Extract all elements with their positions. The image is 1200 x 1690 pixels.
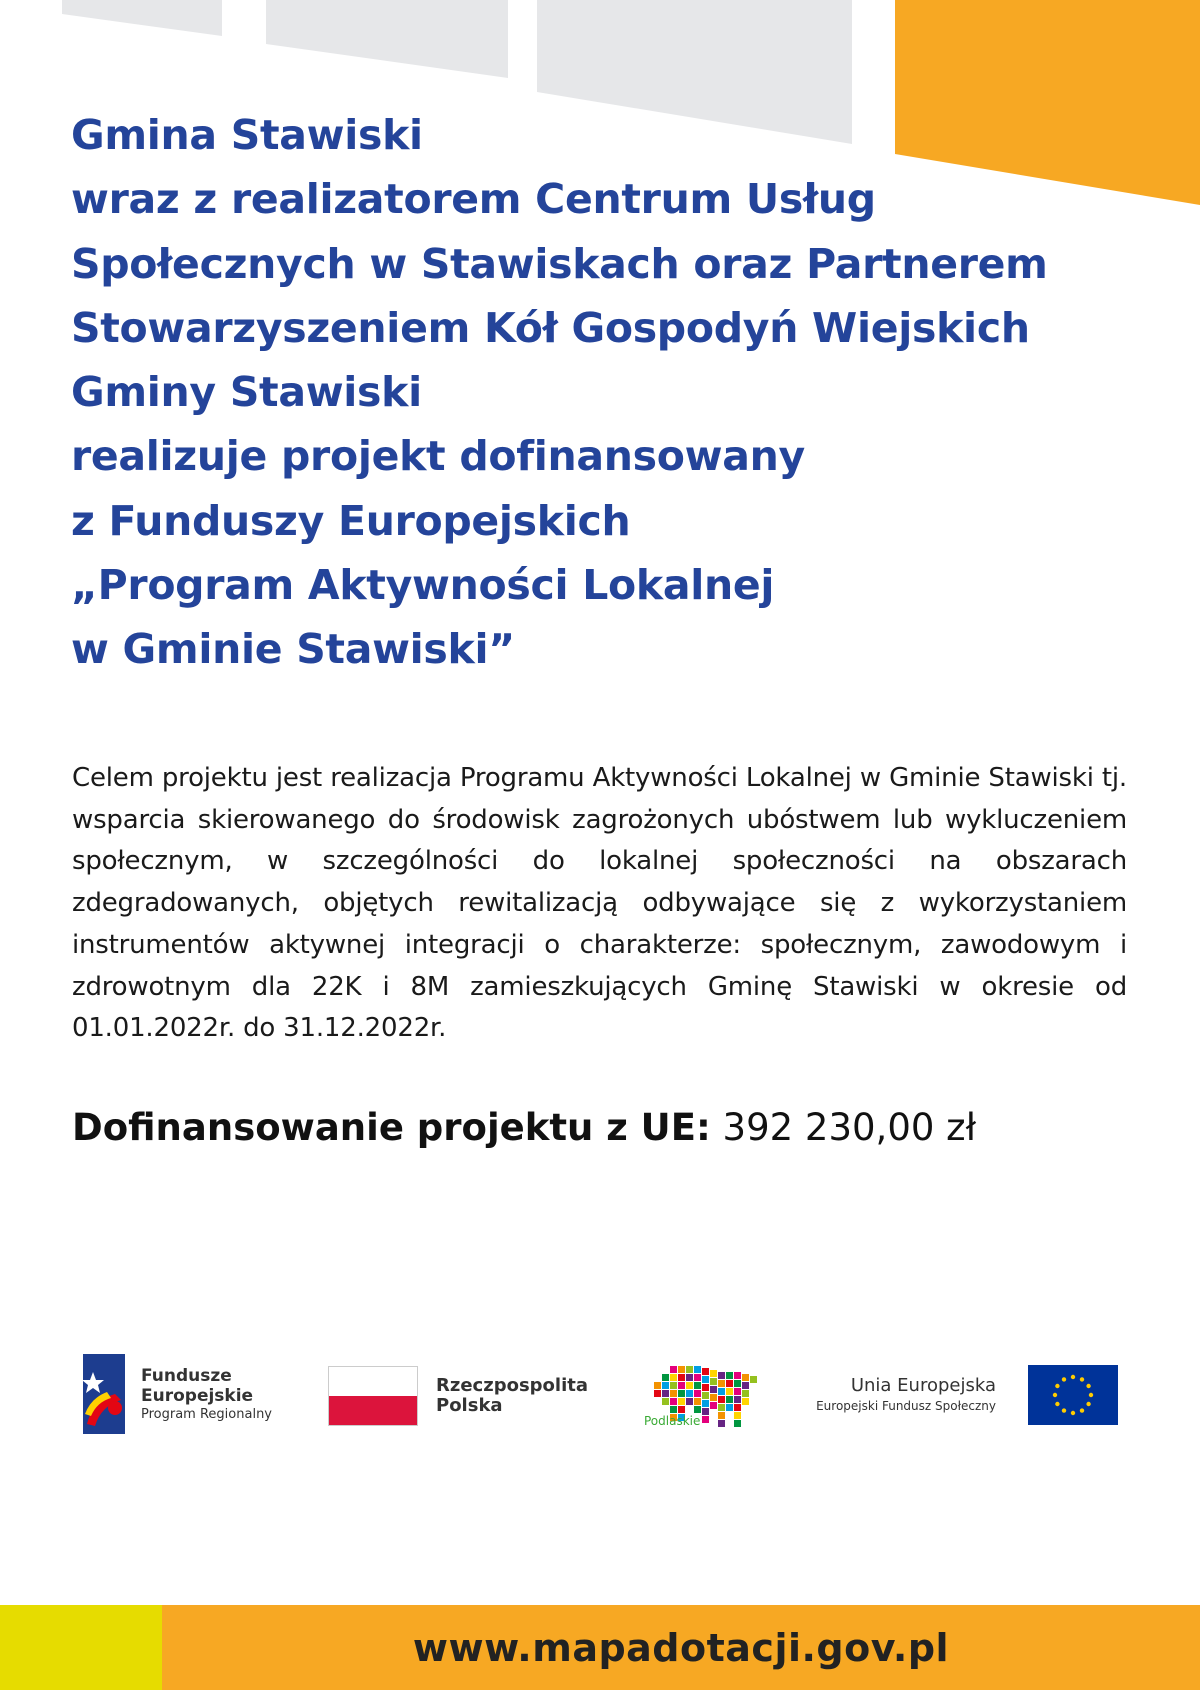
footer-yellow-band xyxy=(0,1605,162,1690)
title-line: wraz z realizatorem Centrum Usług xyxy=(71,175,876,224)
gray-shape-2 xyxy=(266,0,508,78)
poland-flag-icon xyxy=(328,1366,418,1426)
podlaskie-logo xyxy=(644,1360,764,1434)
title-line: „Program Aktywności Lokalnej xyxy=(71,561,775,610)
funding-label: Dofinansowanie projektu z UE: xyxy=(72,1106,711,1149)
rp-line1: Rzeczpospolita xyxy=(436,1375,588,1396)
eu-flag-icon xyxy=(1028,1365,1118,1425)
funding-amount: 392 230,00 zł xyxy=(722,1106,977,1149)
fe-line1: Fundusze xyxy=(141,1366,232,1386)
title-line: Społecznych w Stawiskach oraz Partnerem xyxy=(71,239,1048,288)
page-title xyxy=(71,103,1131,682)
title-line: z Funduszy Europejskich xyxy=(71,496,631,545)
fe-flag-icon xyxy=(83,1354,125,1434)
gray-shape-1 xyxy=(62,0,222,36)
footer-url-link[interactable]: www.mapadotacji.gov.pl xyxy=(412,1625,950,1670)
ue-line2: Europejski Fundusz Społeczny xyxy=(816,1399,996,1413)
title-line: Stowarzyszeniem Kół Gospodyń Wiejskich xyxy=(71,303,1030,352)
title-line: Gmina Stawiski xyxy=(71,111,423,159)
fe-line2: Europejskie xyxy=(141,1386,254,1406)
podlaskie-label: Podlaskie xyxy=(644,1414,701,1428)
fundusze-europejskie-logo xyxy=(83,1354,283,1436)
title-line: Gminy Stawiski xyxy=(71,368,422,417)
title-line: realizuje projekt dofinansowany xyxy=(71,432,805,481)
ue-line1: Unia Europejska xyxy=(850,1375,996,1396)
unia-europejska-logo xyxy=(818,1365,1118,1427)
funding-line xyxy=(72,1106,976,1149)
project-description: Celem projektu jest realizacja Programu Aktywności Lokalnej w Gminie Stawiski tj. wsparcia skierowanego do środowisk zagrożonych ubóstwem lub wykluczeniem społecznym, w szczególności do lokalnej społeczności na obszarach zdegradowanych, objętych rewitalizacją odbywające się z wykorzystaniem instrumentów aktywnej integracji o charakterze: społecznym, zawodowym i zdrowotnym dla 22K i 8M zamieszkujących Gminę Stawiski w okresie od 01.01.2022r. do 31.12.2022r. xyxy=(72,763,1127,1044)
rzeczpospolita-polska-logo xyxy=(328,1366,598,1428)
rp-line2: Polska xyxy=(436,1395,503,1416)
title-line: w Gminie Stawiski” xyxy=(71,625,515,674)
fe-line3: Program Regionalny xyxy=(141,1407,272,1422)
